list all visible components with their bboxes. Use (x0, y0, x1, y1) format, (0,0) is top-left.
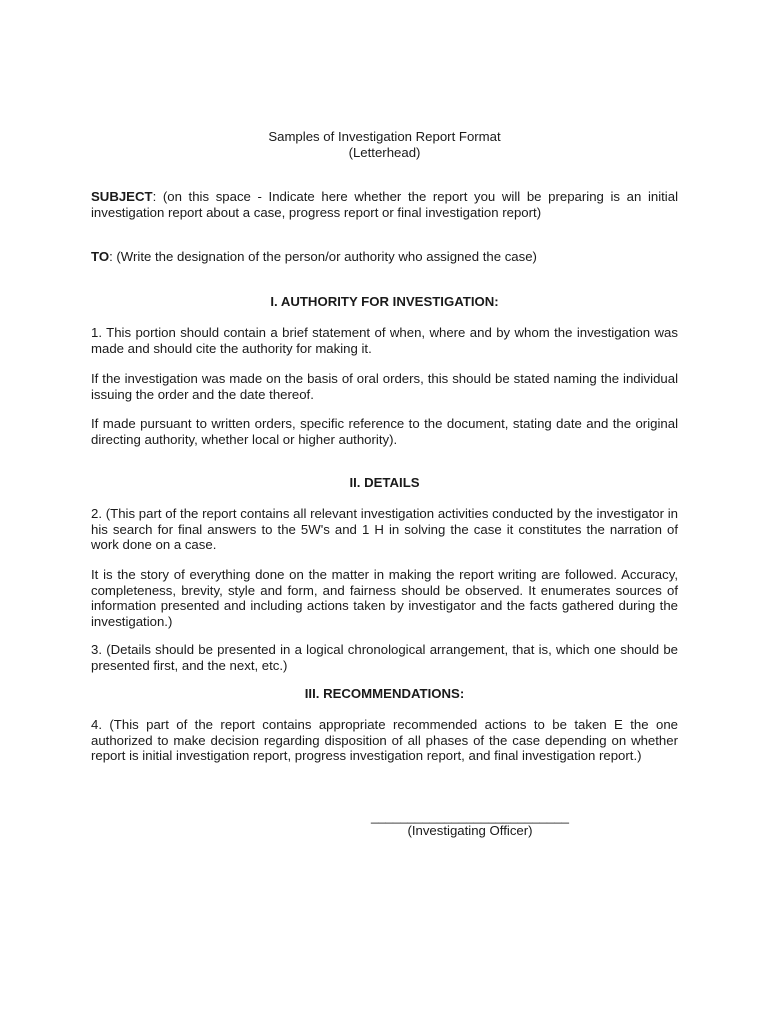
subject-text: : (on this space - Indicate here whether the report you will be preparing is an initial investigation report about a case, progress report or final investigation report) (91, 189, 678, 220)
document-title: Samples of Investigation Report Format (268, 129, 501, 144)
subject-label: SUBJECT (91, 189, 153, 204)
to-label: TO (91, 249, 110, 264)
section-heading-recommendations: III. RECOMMENDATIONS: (304, 686, 465, 701)
signature-caption: (Investigating Officer) (407, 823, 533, 838)
details-paragraph-2: It is the story of everything done on the matter in making the report writing are followed. Accuracy, completeness, brevity, style and form, and fairness should be observed. It enumerates sources of information presented and including actions taken by investigator and the facts gathered during the investigation.) (91, 567, 678, 629)
details-paragraph-1: 2. (This part of the report contains all relevant investigation activities conducted by the investigator in his search for final answers to the 5W's and 1 H in solving the case it constitutes the narration of work done on a case. (91, 506, 678, 552)
document-subtitle: (Letterhead) (348, 144, 421, 160)
authority-paragraph-1: 1. This portion should contain a brief statement of when, where and by whom the investigation was made and should cite the authority for making it. (91, 325, 678, 356)
section-heading-details: II. DETAILS (349, 475, 420, 490)
section-heading-authority: I. AUTHORITY FOR INVESTIGATION: (270, 294, 499, 309)
recommendations-paragraph: 4. (This part of the report contains appropriate recommended actions to be taken E the one authorized to make decision regarding disposition of all phases of the case depending on whether report is initial investigation report, progress investigation report, and final investigation report.) (91, 717, 678, 763)
authority-paragraph-3: If made pursuant to written orders, specific reference to the document, stating date and the original directing authority, whether local or higher authority). (91, 416, 678, 447)
document-title-block (91, 129, 678, 160)
to-text: : (Write the designation of the person/or authority who assigned the case) (109, 249, 537, 264)
subject-paragraph (91, 189, 678, 220)
signature-line: ___________________________ (370, 809, 570, 824)
authority-paragraph-2: If the investigation was made on the basis of oral orders, this should be stated naming the individual issuing the order and the date thereof. (91, 371, 678, 402)
to-paragraph (91, 249, 678, 265)
details-paragraph-3: 3. (Details should be presented in a logical chronological arrangement, that is, which one should be presented first, and the next, etc.) (91, 642, 678, 673)
